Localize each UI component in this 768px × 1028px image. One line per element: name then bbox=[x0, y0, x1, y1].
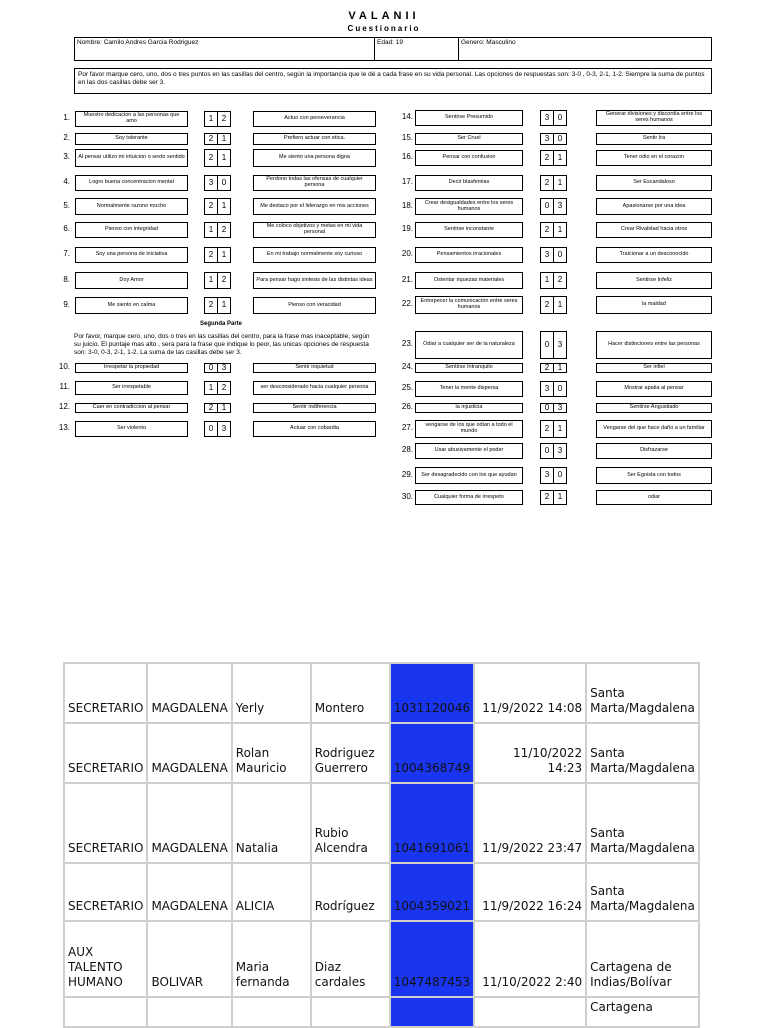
cell-nombre: Rolan Mauricio bbox=[232, 723, 311, 783]
item-score-a: 3 bbox=[540, 247, 554, 263]
item-score-a: 1 bbox=[204, 381, 218, 395]
item-number: 24. bbox=[401, 362, 413, 371]
item-score-a: 3 bbox=[204, 175, 218, 191]
item-number: 12. bbox=[58, 402, 70, 411]
item-option-b: Mostrar apatia al pensar bbox=[596, 381, 712, 397]
item-number: 25. bbox=[401, 383, 413, 392]
item-number: 7. bbox=[63, 249, 70, 258]
item-number: 1. bbox=[63, 113, 70, 122]
item-option-a: Decir blasfemias bbox=[415, 175, 523, 191]
item-option-a: Soy una persona de iniciativa bbox=[75, 247, 188, 263]
item-score-b: 1 bbox=[217, 133, 231, 145]
item-option-b: Para pensar hago sintesis de las distintas ideas bbox=[253, 272, 376, 289]
item-option-b: Sentir Ira bbox=[596, 133, 712, 145]
item-score-a: 2 bbox=[540, 490, 554, 505]
item-score-b: 1 bbox=[553, 150, 567, 166]
item-score-b: 1 bbox=[553, 222, 567, 238]
item-option-b: Prefiero actuar con etica. bbox=[253, 133, 376, 145]
cell-depto bbox=[147, 997, 231, 1027]
item-option-b: Actuar con cobardia bbox=[253, 421, 376, 437]
cell-apellido bbox=[311, 997, 390, 1027]
item-score-b: 2 bbox=[217, 272, 231, 289]
item-number: 13. bbox=[58, 423, 70, 432]
item-option-a: Usar abusivamente el poder bbox=[415, 443, 523, 459]
item-option-b: Me coloco objetivos y metas en mi vida personal bbox=[253, 222, 376, 238]
item-number: 29. bbox=[401, 469, 413, 479]
item-option-a: Cualquier forma de irrespeto bbox=[415, 490, 523, 505]
item-option-a: Soy tolerante bbox=[75, 133, 188, 145]
item-option-a: Pensar con confusion bbox=[415, 150, 523, 166]
item-number: 8. bbox=[63, 274, 70, 284]
cell-apellido: Montero bbox=[311, 663, 390, 723]
cell-ciudad: Santa Marta/Magdalena bbox=[586, 663, 699, 723]
cell-fecha bbox=[474, 997, 586, 1027]
item-score-a: 0 bbox=[540, 443, 554, 459]
item-score-a: 0 bbox=[540, 331, 554, 359]
item-option-b: Sentir indiferencia bbox=[253, 403, 376, 413]
item-score-a: 2 bbox=[204, 149, 218, 167]
item-score-a: 0 bbox=[540, 403, 554, 413]
item-option-b: Apasionarse por una idea bbox=[596, 198, 712, 215]
cell-ciudad: Santa Marta/Magdalena bbox=[586, 783, 699, 863]
item-score-a: 1 bbox=[204, 272, 218, 289]
item-number: 14. bbox=[401, 112, 413, 121]
item-option-b: Me destaco por el liderazgo en mis acciones bbox=[253, 198, 376, 215]
item-score-a: 1 bbox=[204, 111, 218, 127]
item-score-b: 3 bbox=[553, 331, 567, 359]
cell-fecha: 11/10/2022 14:23 bbox=[474, 723, 586, 783]
item-score-b: 2 bbox=[217, 222, 231, 238]
item-score-b: 0 bbox=[553, 110, 567, 126]
item-score-a: 3 bbox=[540, 133, 554, 145]
item-number: 10. bbox=[58, 362, 70, 371]
edad-field: Edad: 19 bbox=[374, 37, 459, 61]
item-score-a: 2 bbox=[204, 297, 218, 314]
item-option-a: Logro buena concentracion mental bbox=[75, 175, 188, 191]
item-option-a: Ser Cruel bbox=[415, 133, 523, 145]
item-option-a: Ostentar riquezas materiales bbox=[415, 272, 523, 289]
item-score-b: 1 bbox=[553, 175, 567, 191]
item-option-b: Sentirse Angustiado bbox=[596, 403, 712, 413]
item-score-b: 3 bbox=[217, 421, 231, 437]
item-option-a: Caer en contradiccion al pensar bbox=[75, 403, 188, 413]
item-score-b: 1 bbox=[553, 420, 567, 438]
cell-apellido: Rubio Alcendra bbox=[311, 783, 390, 863]
item-score-a: 2 bbox=[540, 150, 554, 166]
item-option-a: Muestro dedicacion a las personas que amo bbox=[75, 111, 188, 127]
item-score-b: 1 bbox=[553, 490, 567, 505]
item-score-b: 2 bbox=[217, 381, 231, 395]
item-number: 20. bbox=[401, 249, 413, 258]
responses-table bbox=[63, 662, 700, 1028]
item-score-b: 3 bbox=[553, 198, 567, 215]
item-option-a: Pensamientos irracionales bbox=[415, 247, 523, 263]
cell-apellido: Rodriguez Guerrero bbox=[311, 723, 390, 783]
form-subtitle: Cuestionario bbox=[347, 24, 421, 33]
item-number: 18. bbox=[401, 200, 413, 210]
cell-depto: MAGDALENA bbox=[147, 783, 231, 863]
item-option-b: Perdono todas las ofensas de cualquier persona bbox=[253, 175, 376, 191]
item-option-a: Doy Amor bbox=[75, 272, 188, 289]
item-score-b: 1 bbox=[217, 149, 231, 167]
item-score-a: 0 bbox=[204, 421, 218, 437]
item-option-a: vengarse de los que odian a todo el mundo bbox=[415, 420, 523, 438]
item-option-a: Sentirse Presumido bbox=[415, 110, 523, 126]
item-number: 26. bbox=[401, 402, 413, 411]
cell-fecha: 11/9/2022 23:47 bbox=[474, 783, 586, 863]
cell-nombre: Yerly bbox=[232, 663, 311, 723]
cell-nombre: ALICIA bbox=[232, 863, 311, 921]
instructions: Por favor marque cero, uno, dos o tres puntos en las casillas del centro, según la importancia que le dé a cada frase en su vida personal. Las opciones de respuestas son: 3-0 , 0-3, 2-1, 1-2. Siempre la suma de puntos en las dos casillas debe ser 3. bbox=[74, 68, 712, 94]
cell-ciudad: Cartagena bbox=[586, 997, 699, 1027]
item-number: 15. bbox=[401, 133, 413, 142]
cell-id: 1031120046 bbox=[390, 663, 474, 723]
item-number: 19. bbox=[401, 224, 413, 233]
item-score-a: 2 bbox=[540, 420, 554, 438]
item-option-b: En mi trabajo normalmente soy curioso bbox=[253, 247, 376, 263]
cell-id: 1041691061 bbox=[390, 783, 474, 863]
item-option-a: Entorpecer la comunicación entre seres humanos bbox=[415, 296, 523, 314]
item-option-b: Tener odio en el corazon bbox=[596, 150, 712, 166]
item-option-a: Ser irrespetable bbox=[75, 381, 188, 395]
item-number: 23. bbox=[401, 339, 413, 348]
item-score-b: 0 bbox=[553, 133, 567, 145]
table-row bbox=[64, 921, 699, 997]
item-score-a: 0 bbox=[204, 363, 218, 373]
item-option-b: Me siento una persona digna bbox=[253, 149, 376, 167]
item-option-a: Sentirse inconstante bbox=[415, 222, 523, 238]
item-option-a: la injusticia bbox=[415, 403, 523, 413]
cell-apellido: Rodríguez bbox=[311, 863, 390, 921]
item-option-a: Odiar a cualquier ser de la naturaleza bbox=[415, 331, 523, 359]
item-score-a: 2 bbox=[204, 133, 218, 145]
item-score-a: 2 bbox=[204, 198, 218, 215]
item-score-b: 2 bbox=[217, 111, 231, 127]
cell-cargo: AUX TALENTO HUMANO bbox=[64, 921, 147, 997]
item-number: 5. bbox=[63, 200, 70, 210]
item-number: 22. bbox=[401, 299, 413, 308]
item-number: 3. bbox=[63, 152, 70, 161]
cell-depto: MAGDALENA bbox=[147, 663, 231, 723]
item-score-a: 3 bbox=[540, 381, 554, 397]
item-score-b: 3 bbox=[553, 443, 567, 459]
item-score-b: 1 bbox=[217, 403, 231, 413]
item-option-b: ser desconsiderado hacia cualquier persona bbox=[253, 381, 376, 395]
item-number: 30. bbox=[401, 491, 413, 501]
item-number: 21. bbox=[401, 274, 413, 284]
item-option-b: Pienso con veracidad bbox=[253, 297, 376, 314]
cell-cargo bbox=[64, 997, 147, 1027]
nombre-field: Nombre: Camilo Andres Garcia Rodriguez bbox=[74, 37, 375, 61]
item-score-a: 2 bbox=[540, 296, 554, 314]
cell-depto: MAGDALENA bbox=[147, 863, 231, 921]
item-score-b: 1 bbox=[217, 198, 231, 215]
item-option-a: Ser desagradecido con los que ayudan bbox=[415, 467, 523, 484]
cell-cargo: SECRETARIO bbox=[64, 863, 147, 921]
item-score-a: 1 bbox=[204, 222, 218, 238]
item-score-b: 3 bbox=[217, 363, 231, 373]
cell-id: 1047487453 bbox=[390, 921, 474, 997]
cell-cargo: SECRETARIO bbox=[64, 783, 147, 863]
item-score-b: 0 bbox=[553, 247, 567, 263]
item-score-a: 0 bbox=[540, 198, 554, 215]
item-score-a: 2 bbox=[540, 175, 554, 191]
cell-nombre: Maria fernanda bbox=[232, 921, 311, 997]
item-option-a: Ser violento bbox=[75, 421, 188, 437]
cell-ciudad: Santa Marta/Magdalena bbox=[586, 723, 699, 783]
cell-depto: MAGDALENA bbox=[147, 723, 231, 783]
item-score-b: 0 bbox=[217, 175, 231, 191]
item-option-a: Crear desigualdades entre los seres humanos bbox=[415, 198, 523, 215]
cell-depto: BOLIVAR bbox=[147, 921, 231, 997]
table-row bbox=[64, 997, 699, 1027]
cell-apellido: Diaz cardales bbox=[311, 921, 390, 997]
item-option-b: Hacer distinciones entre las personas bbox=[596, 331, 712, 359]
item-score-a: 2 bbox=[540, 363, 554, 373]
item-number: 2. bbox=[63, 133, 70, 142]
item-number: 6. bbox=[63, 224, 70, 233]
item-score-b: 3 bbox=[553, 403, 567, 413]
item-option-a: Al pensar utilizo mi intuicion o sexto sentido bbox=[75, 149, 188, 167]
item-score-b: 0 bbox=[553, 467, 567, 484]
item-number: 27. bbox=[401, 423, 413, 432]
item-number: 11. bbox=[59, 382, 70, 391]
form-title: VALANII bbox=[348, 10, 420, 22]
item-number: 17. bbox=[401, 177, 413, 186]
cell-cargo: SECRETARIO bbox=[64, 663, 147, 723]
item-number: 16. bbox=[401, 152, 413, 161]
cell-id: 1004359021 bbox=[390, 863, 474, 921]
item-number: 9. bbox=[63, 299, 70, 309]
item-score-b: 1 bbox=[553, 296, 567, 314]
item-option-b: Ser Escandaloso bbox=[596, 175, 712, 191]
cell-ciudad: Cartagena de Indias/Bolívar bbox=[586, 921, 699, 997]
item-option-b: Ser infiel bbox=[596, 363, 712, 373]
item-option-b: la maldad bbox=[596, 296, 712, 314]
cell-fecha: 11/9/2022 14:08 bbox=[474, 663, 586, 723]
table-row bbox=[64, 723, 699, 783]
item-score-a: 3 bbox=[540, 110, 554, 126]
table-row bbox=[64, 663, 699, 723]
cell-fecha: 11/9/2022 16:24 bbox=[474, 863, 586, 921]
table-row bbox=[64, 863, 699, 921]
cell-id: 1004368749 bbox=[390, 723, 474, 783]
item-option-b: Sentir inquietud bbox=[253, 363, 376, 373]
cell-id bbox=[390, 997, 474, 1027]
item-score-a: 2 bbox=[204, 247, 218, 263]
item-option-b: Disfrazarse bbox=[596, 443, 712, 459]
item-option-a: Tener la mente dispersa bbox=[415, 381, 523, 397]
item-option-b: Vengarse del que hace daño a un familiar bbox=[596, 420, 712, 438]
item-score-b: 0 bbox=[553, 381, 567, 397]
item-option-a: Normalmente razono mucho bbox=[75, 198, 188, 215]
item-option-a: Pienso con integridad bbox=[75, 222, 188, 238]
cell-ciudad: Santa Marta/Magdalena bbox=[586, 863, 699, 921]
item-score-a: 1 bbox=[540, 272, 554, 289]
item-option-b: Ser Egoista con todos bbox=[596, 467, 712, 484]
item-score-b: 1 bbox=[553, 363, 567, 373]
item-option-b: Traicionar a un desconocido bbox=[596, 247, 712, 263]
second-part-instructions: Por favor, marque cero, uno, dos o tres en las casillas del centro, para la frase mas inaceptable, según su juicio. El puntaje mas alto , sera para la frase que indique lo peor, las unicas opciones de respuesta son: 3-0, 0-3, 2-1, 1-2. La suma de las casillas debe ser 3. bbox=[74, 333, 370, 357]
cell-fecha: 11/10/2022 2:40 bbox=[474, 921, 586, 997]
item-score-b: 1 bbox=[217, 247, 231, 263]
second-part-title: Segunda Parte bbox=[200, 321, 243, 327]
item-option-a: Sentirse Intranquilo bbox=[415, 363, 523, 373]
item-option-b: Crear Rivalidad hacia otros bbox=[596, 222, 712, 238]
item-option-b: Actuo con perseverancia bbox=[253, 111, 376, 127]
cell-nombre bbox=[232, 997, 311, 1027]
item-number: 28. bbox=[401, 445, 413, 454]
item-option-b: Sentirse Infeliz bbox=[596, 272, 712, 289]
item-score-a: 3 bbox=[540, 467, 554, 484]
item-score-b: 2 bbox=[553, 272, 567, 289]
item-option-b: Generar divisiones y discordia entre los seres humanos bbox=[596, 110, 712, 126]
item-score-a: 2 bbox=[204, 403, 218, 413]
item-option-b: odiar bbox=[596, 490, 712, 505]
item-number: 4. bbox=[63, 177, 70, 186]
cell-nombre: Natalia bbox=[232, 783, 311, 863]
genero-field: Genero: Masculino bbox=[458, 37, 712, 61]
item-score-b: 1 bbox=[217, 297, 231, 314]
item-score-a: 2 bbox=[540, 222, 554, 238]
cell-cargo: SECRETARIO bbox=[64, 723, 147, 783]
item-option-a: Irrespetar la propiedad bbox=[75, 363, 188, 373]
item-option-a: Me siento en calma bbox=[75, 297, 188, 314]
table-row bbox=[64, 783, 699, 863]
